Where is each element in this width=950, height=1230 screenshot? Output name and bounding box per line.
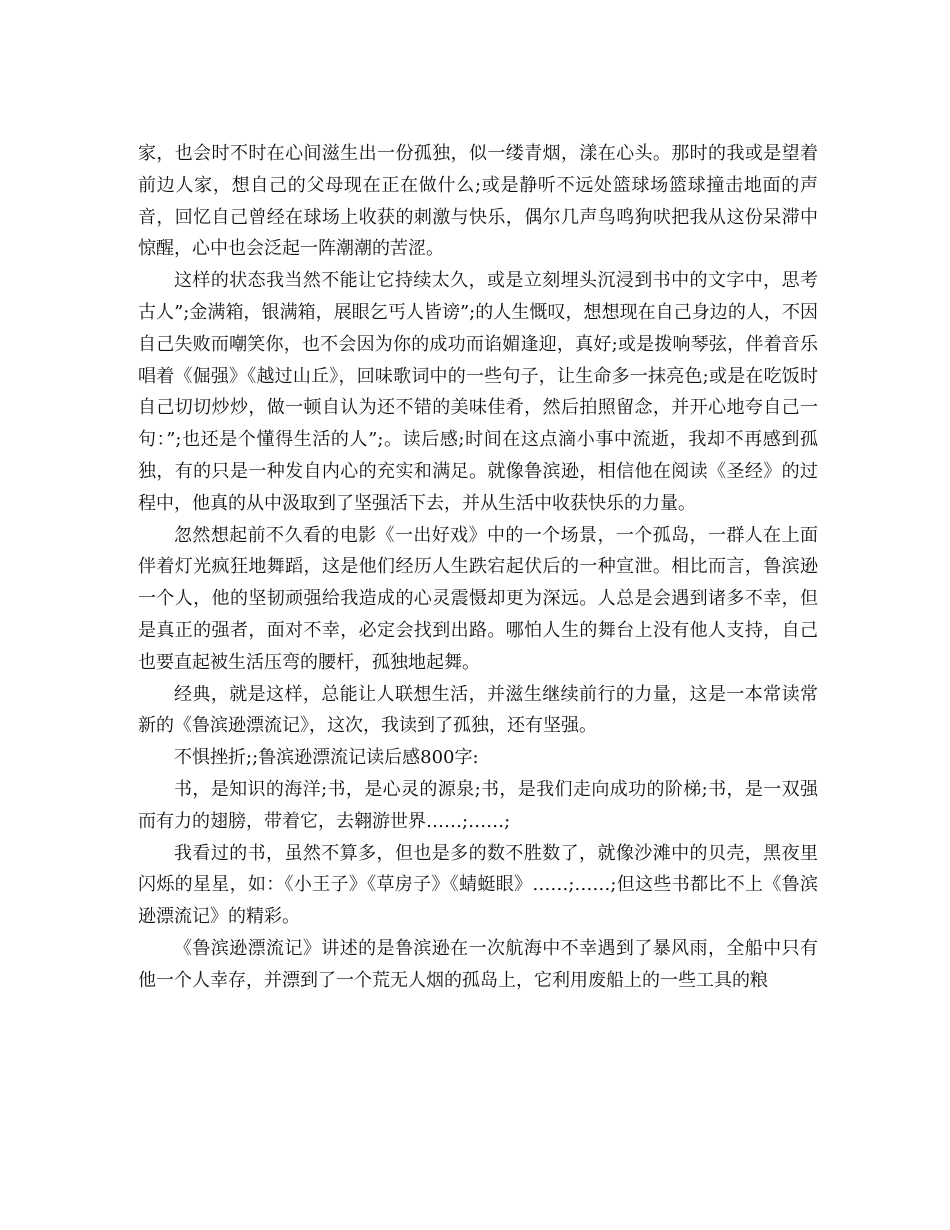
- paragraph-3: 忽然想起前不久看的电影《一出好戏》中的一个场景，一个孤岛，一群人在上面伴着灯光疯狂地舞蹈，这是他们经历人生跌宕起伏后的一种宣泄。相比而言，鲁滨逊一个人，他的坚韧顽强给我造成的心灵震慑却更为深远。人总是会遇到诸多不幸，但是真正的强者，面对不幸，必定会找到出路。哪怕人生的舞台上没有他人支持，自己也要直起被生活压弯的腰杆，孤独地起舞。: [138, 524, 818, 673]
- paragraph-6: 书，是知识的海洋;书，是心灵的源泉;书，是我们走向成功的阶梯;书，是一双强而有力的翅膀，带着它，去翱游世界……;……;: [138, 778, 818, 832]
- paragraph-7: 我看过的书，虽然不算多，但也是多的数不胜数了，就像沙滩中的贝壳，黑夜里闪烁的星星，如：《小王子》《草房子》《蜻蜓眼》……;……;但这些书都比不上《鲁滨逊漂流记》的精彩。: [138, 842, 818, 928]
- paragraph-5: 不惧挫折;;鲁滨逊漂流记读后感800字:: [174, 747, 479, 769]
- paragraph-1: 家，也会时不时在心间滋生出一份孤独，似一缕青烟，漾在心头。那时的我或是望着前边人家，想自己的父母现在正在做什么;或是静听不远处篮球场篮球撞击地面的声音，回忆自己曾经在球场上收获的刺激与快乐，偶尔几声鸟鸣狗吠把我从这份呆滞中惊醒，心中也会泛起一阵潮潮的苦涩。: [138, 143, 818, 260]
- document-body: [138, 138, 818, 997]
- paragraph-2: 这样的状态我当然不能让它持续太久，或是立刻埋头沉浸到书中的文字中，思考古人”;金满箱，银满箱，展眼乞丐人皆谤”;的人生慨叹，想想现在自己身边的人，不因自己失败而嘲笑你，也不会因为你的成功而谄媚逢迎，真好;或是拨响琴弦，伴着音乐唱着《倔强》《越过山丘》，回味歌词中的一些句子，让生命多一抹亮色;或是在吃饭时自己切切炒炒，做一顿自认为还不错的美味佳肴，然后拍照留念，并开心地夸自己一句：”;也还是个懂得生活的人”;。读后感;时间在这点滴小事中流逝，我却不再感到孤独，有的只是一种发自内心的充实和满足。就像鲁滨逊，相信他在阅读《圣经》的过程中，他真的从中汲取到了坚强活下去，并从生活中收获快乐的力量。: [138, 270, 818, 514]
- paragraph-8: 《鲁滨逊漂流记》讲述的是鲁滨逊在一次航海中不幸遇到了暴风雨，全船中只有他一个人幸存，并漂到了一个荒无人烟的孤岛上，它利用废船上的一些工具的粮: [138, 937, 818, 991]
- paragraph-4: 经典，就是这样，总能让人联想生活，并滋生继续前行的力量，这是一本常读常新的《鲁滨逊漂流记》，这次，我读到了孤独，还有坚强。: [138, 683, 818, 737]
